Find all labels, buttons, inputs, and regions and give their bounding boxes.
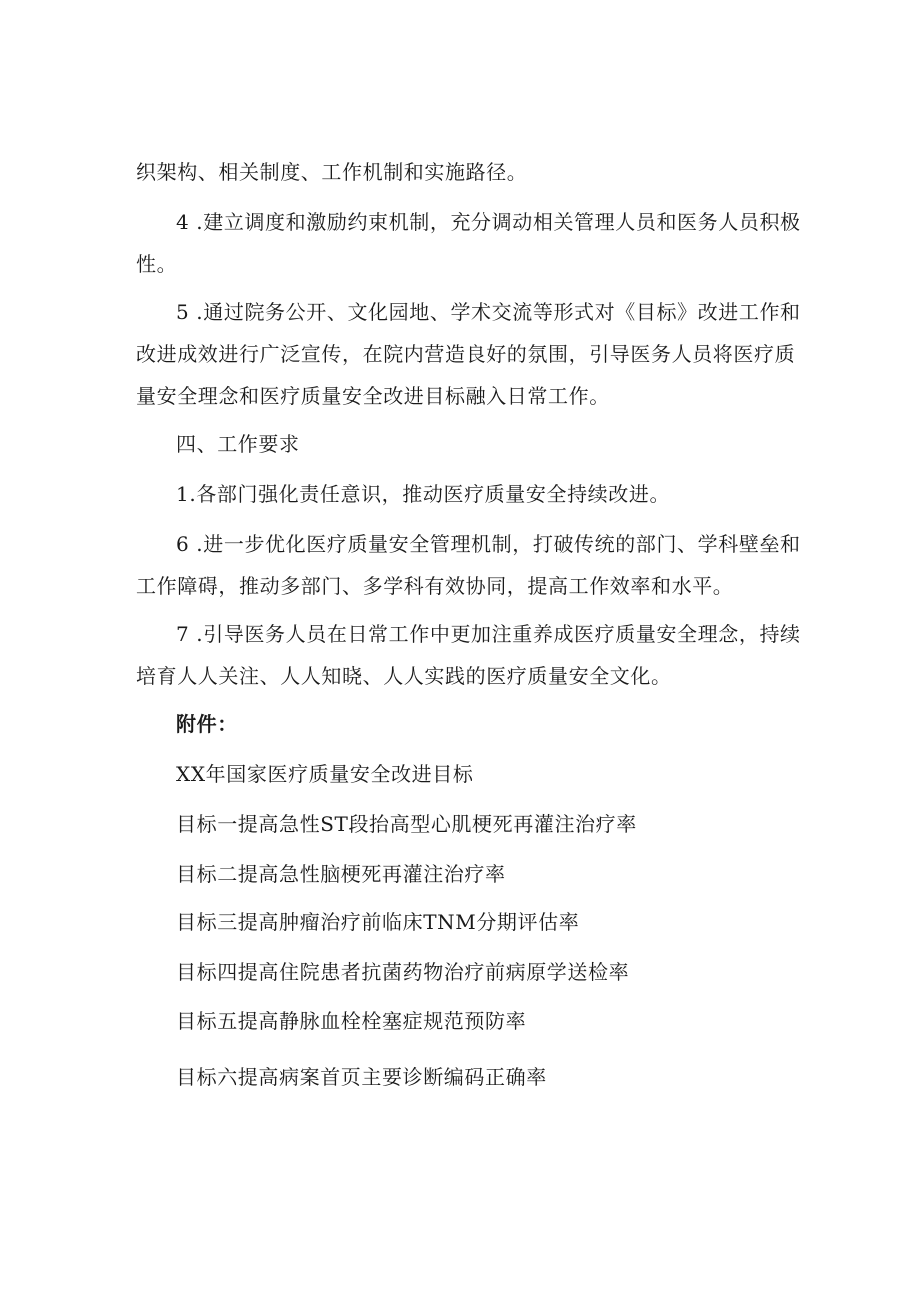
attachment-item: 目标三提高肿瘤治疗前临床TNM分期评估率	[176, 910, 580, 934]
attachment-item: XX年国家医疗质量安全改进目标	[176, 762, 474, 786]
paragraph-line: 织架构、相关制度、工作机制和实施路径。	[136, 160, 528, 184]
attachment-item: 目标一提高急性ST段抬高型心肌梗死再灌注治疗率	[176, 812, 637, 836]
attachment-item: 目标四提高住院患者抗菌药物治疗前病原学送检率	[176, 960, 630, 984]
paragraph-line: 量安全理念和医疗质量安全改进目标融入日常工作。	[136, 384, 610, 408]
attachment-item: 目标六提高病案首页主要诊断编码正确率	[176, 1065, 547, 1089]
paragraph-line: 6 .进一步优化医疗质量安全管理机制，打破传统的部门、学科壁垒和	[176, 532, 801, 556]
paragraph-line: 改进成效进行广泛宣传，在院内营造良好的氛围，引导医务人员将医疗质	[136, 342, 796, 366]
paragraph-line: 4 .建立调度和激励约束机制，充分调动相关管理人员和医务人员积极	[176, 210, 801, 234]
paragraph-line: 1.各部门强化责任意识，推动医疗质量安全持续改进。	[176, 482, 671, 506]
attachment-heading: 附件：	[176, 712, 238, 736]
attachment-item: 目标五提高静脉血栓栓塞症规范预防率	[176, 1009, 527, 1033]
paragraph-line: 7 .引导医务人员在日常工作中更加注重养成医疗质量安全理念，持续	[176, 622, 801, 646]
paragraph-line: 性。	[136, 252, 178, 276]
attachment-item: 目标二提高急性脑梗死再灌注治疗率	[176, 862, 506, 886]
paragraph-line: 培育人人关注、人人知晓、人人实践的医疗质量安全文化。	[136, 664, 672, 688]
paragraph-line: 工作障碍，推动多部门、多学科有效协同，提高工作效率和水平。	[136, 574, 734, 598]
section-heading: 四、工作要求	[176, 432, 300, 456]
paragraph-line: 5 .通过院务公开、文化园地、学术交流等形式对《目标》改进工作和	[176, 300, 801, 324]
